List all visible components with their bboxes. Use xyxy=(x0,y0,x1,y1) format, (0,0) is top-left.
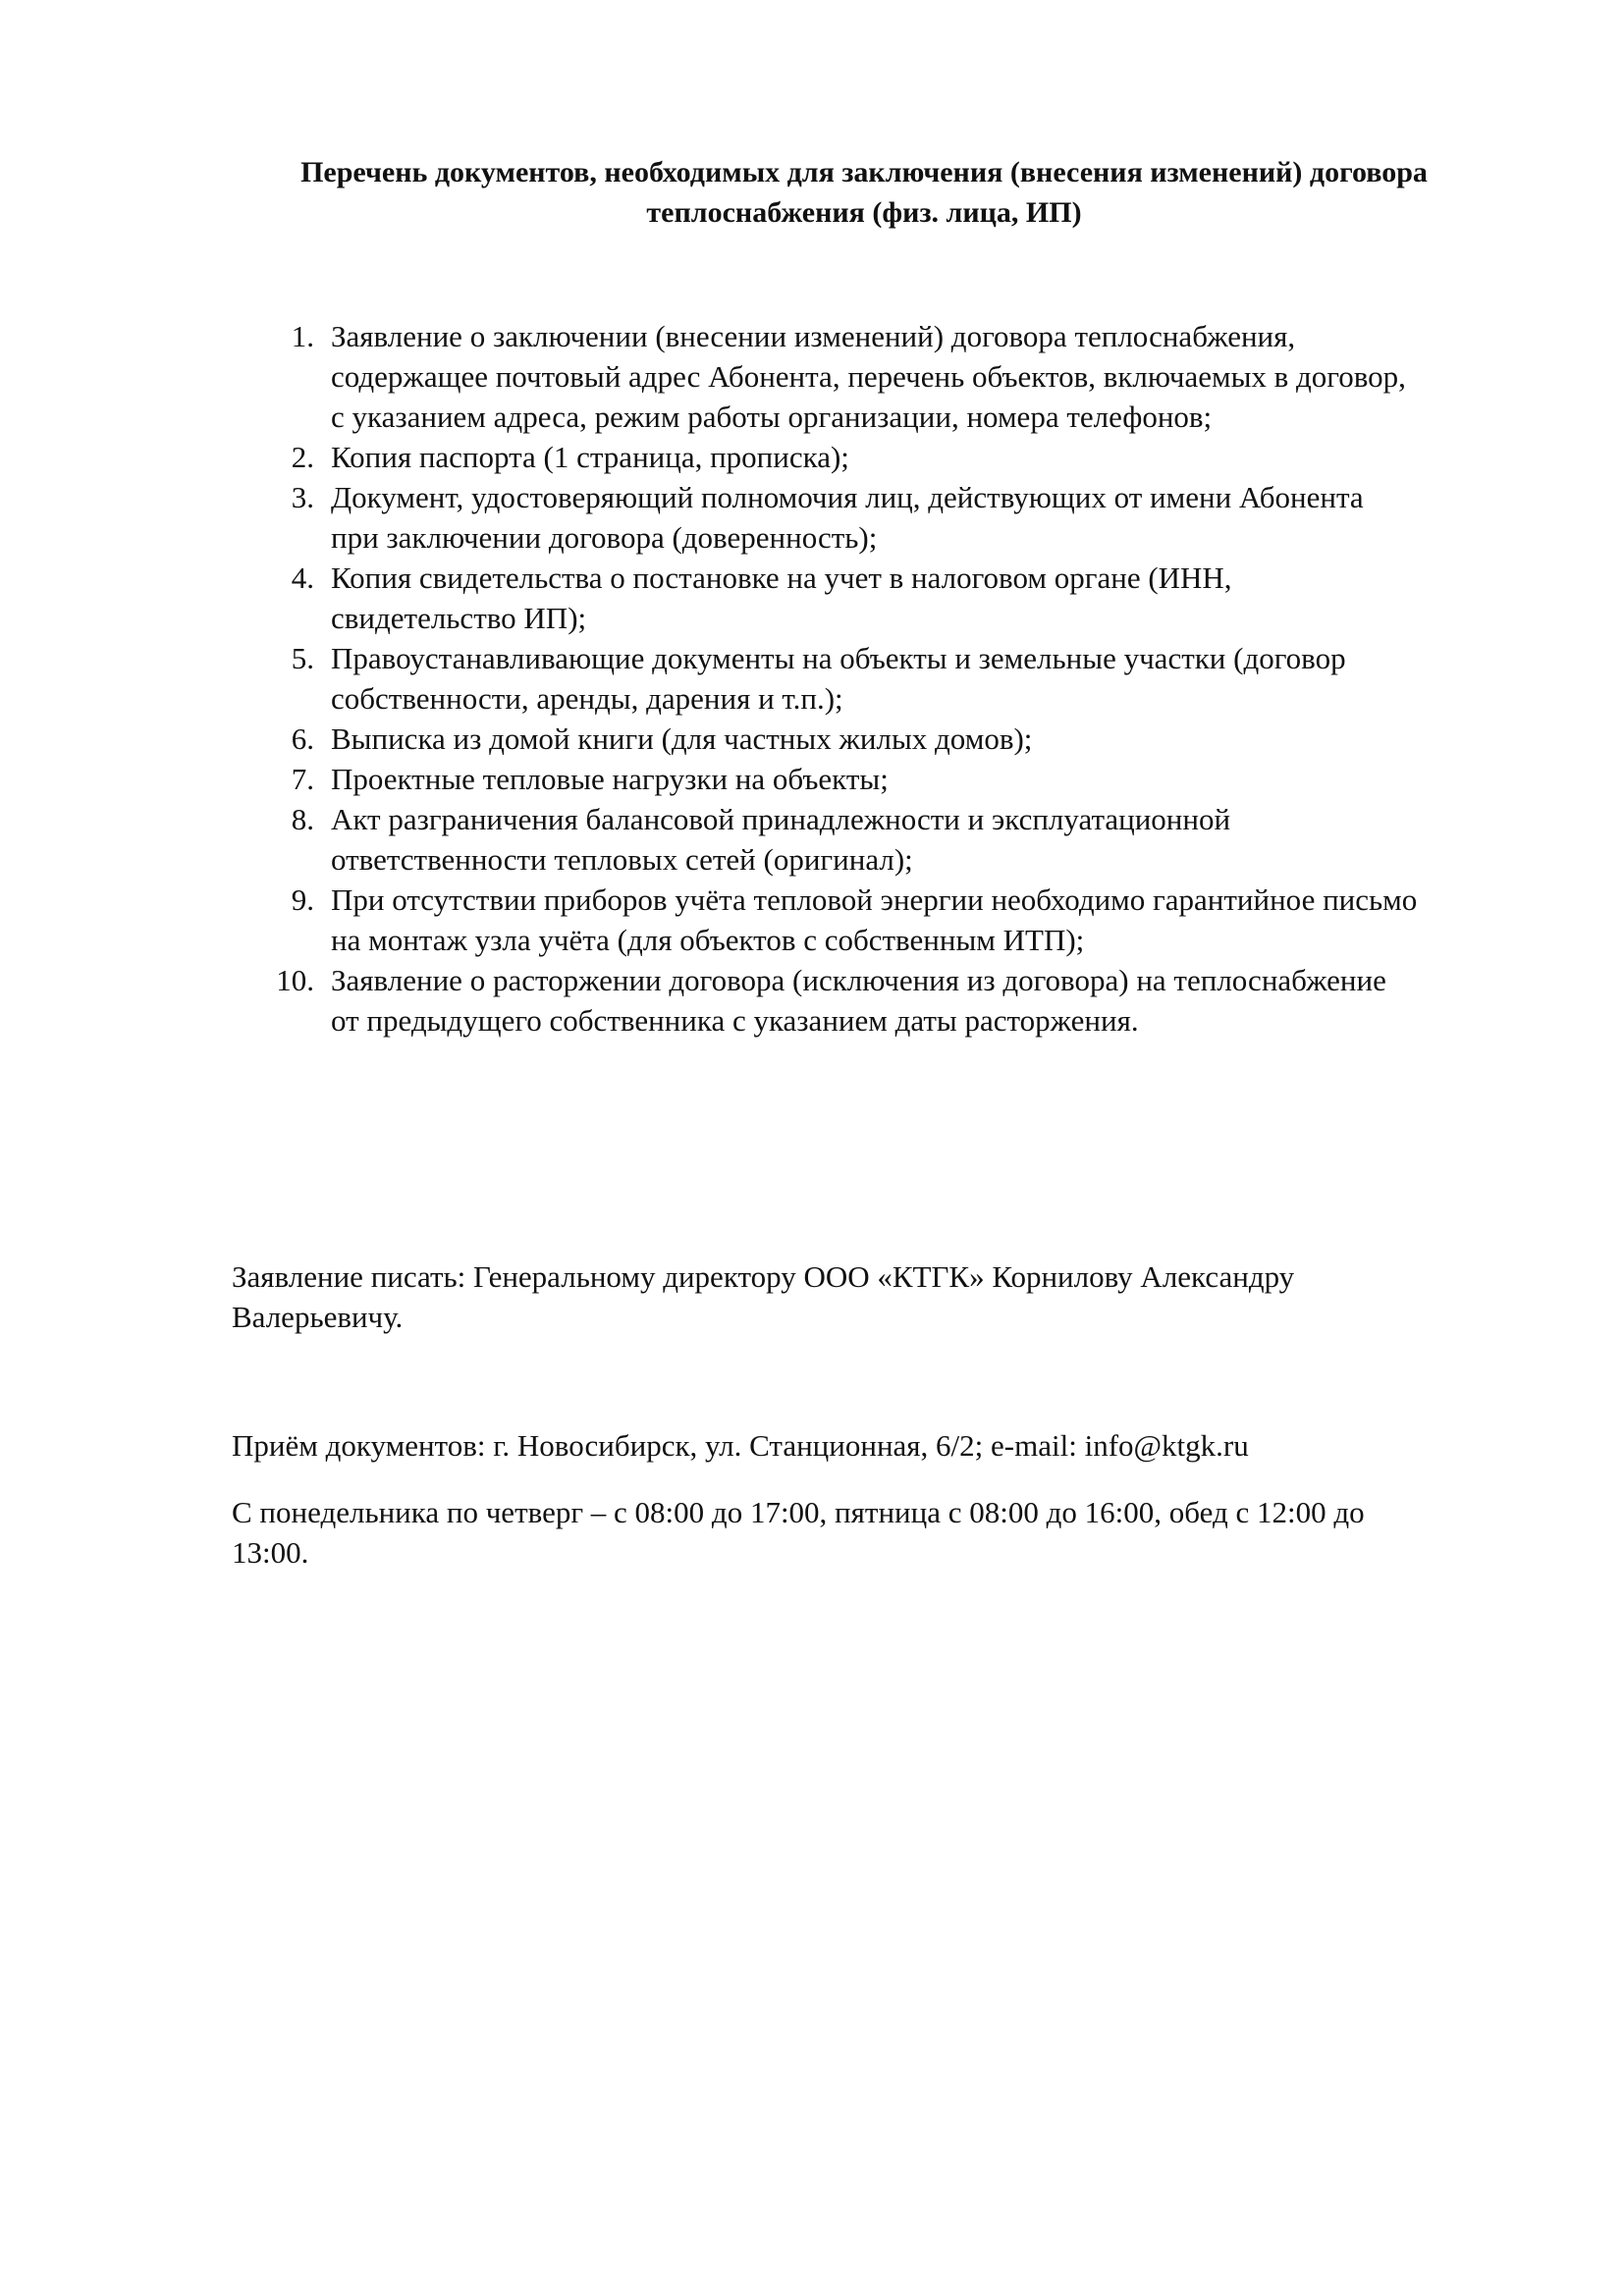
list-item-line: При отсутствии приборов учёта тепловой энергии необходимо гарантийное письмо xyxy=(331,882,1418,917)
list-item-number: 1. xyxy=(291,319,314,353)
paragraph-line: Приём документов: г. Новосибирск, ул. Станционная, 6/2; e-mail: info@ktgk.ru xyxy=(232,1428,1249,1463)
list-item xyxy=(275,638,1532,719)
list-item xyxy=(275,719,1532,759)
list-item-text xyxy=(331,960,1532,1041)
list-item-number: 10. xyxy=(276,963,314,997)
list-item-number: 3. xyxy=(291,480,314,514)
list-item xyxy=(275,316,1532,437)
reception-address-paragraph xyxy=(232,1425,1508,1466)
list-item-number: 7. xyxy=(291,762,314,796)
list-item xyxy=(275,880,1532,960)
list-item xyxy=(275,799,1532,880)
list-item-text xyxy=(331,638,1532,719)
list-item-line: содержащее почтовый адрес Абонента, перечень объектов, включаемых в договор, xyxy=(331,359,1406,394)
list-item-text xyxy=(331,880,1532,960)
list-item-number: 5. xyxy=(291,641,314,675)
paragraph-line: 13:00. xyxy=(232,1535,309,1570)
list-item-line: собственности, аренды, дарения и т.п.); xyxy=(331,681,843,716)
list-item-text xyxy=(331,558,1532,638)
list-item-number: 2. xyxy=(291,440,314,474)
list-item-line: на монтаж узла учёта (для объектов с собственным ИТП); xyxy=(331,923,1085,957)
paragraph-line: Заявление писать: Генеральному директору ООО «КТГК» Корнилову Александру xyxy=(232,1259,1295,1294)
list-item xyxy=(275,960,1532,1041)
list-item xyxy=(275,759,1532,799)
list-item-line: ответственности тепловых сетей (оригинал); xyxy=(331,842,913,877)
title-line: теплоснабжения (физ. лица, ИП) xyxy=(646,196,1082,229)
list-item-text xyxy=(331,477,1532,558)
list-item xyxy=(275,558,1532,638)
list-item-line: Выписка из домой книги (для частных жилых домов); xyxy=(331,721,1033,756)
list-item-line: Заявление о заключении (внесении изменений) договора теплоснабжения, xyxy=(331,319,1296,353)
list-item-text xyxy=(331,719,1532,759)
list-item-number: 8. xyxy=(291,802,314,836)
list-item-line: Проектные тепловые нагрузки на объекты; xyxy=(331,762,889,796)
list-item xyxy=(275,477,1532,558)
list-item-line: свидетельство ИП); xyxy=(331,601,587,635)
list-item-line: с указанием адреса, режим работы организации, номера телефонов; xyxy=(331,400,1213,434)
title-line: Перечень документов, необходимых для заключения (внесения изменений) договора xyxy=(300,156,1428,188)
list-item-line: Акт разграничения балансовой принадлежности и эксплуатационной xyxy=(331,802,1231,836)
list-item-text xyxy=(331,437,1532,477)
list-item-number: 9. xyxy=(291,882,314,917)
list-item-line: Правоустанавливающие документы на объекты и земельные участки (договор xyxy=(331,641,1346,675)
document-title xyxy=(226,152,1502,233)
statement-addressee-paragraph xyxy=(232,1256,1508,1337)
list-item-line: Заявление о расторжении договора (исключения из договора) на теплоснабжение xyxy=(331,963,1386,997)
list-item-text xyxy=(331,316,1532,437)
list-item-line: Копия свидетельства о постановке на учет в налоговом органе (ИНН, xyxy=(331,561,1232,595)
list-item-text xyxy=(331,799,1532,880)
list-item-text xyxy=(331,759,1532,799)
paragraph-line: С понедельника по четверг – с 08:00 до 17:00, пятница с 08:00 до 16:00, обед с 12:00 до xyxy=(232,1495,1365,1529)
paragraph-line: Валерьевичу. xyxy=(232,1300,404,1334)
list-item-line: при заключении договора (доверенность); xyxy=(331,520,878,555)
list-item-line: от предыдущего собственника с указанием даты расторжения. xyxy=(331,1003,1139,1038)
list-item xyxy=(275,437,1532,477)
required-documents-list xyxy=(275,316,1532,1041)
list-item-line: Копия паспорта (1 страница, прописка); xyxy=(331,440,849,474)
working-hours-paragraph xyxy=(232,1492,1508,1573)
list-item-number: 6. xyxy=(291,721,314,756)
list-item-line: Документ, удостоверяющий полномочия лиц, действующих от имени Абонента xyxy=(331,480,1364,514)
list-item-number: 4. xyxy=(291,561,314,595)
